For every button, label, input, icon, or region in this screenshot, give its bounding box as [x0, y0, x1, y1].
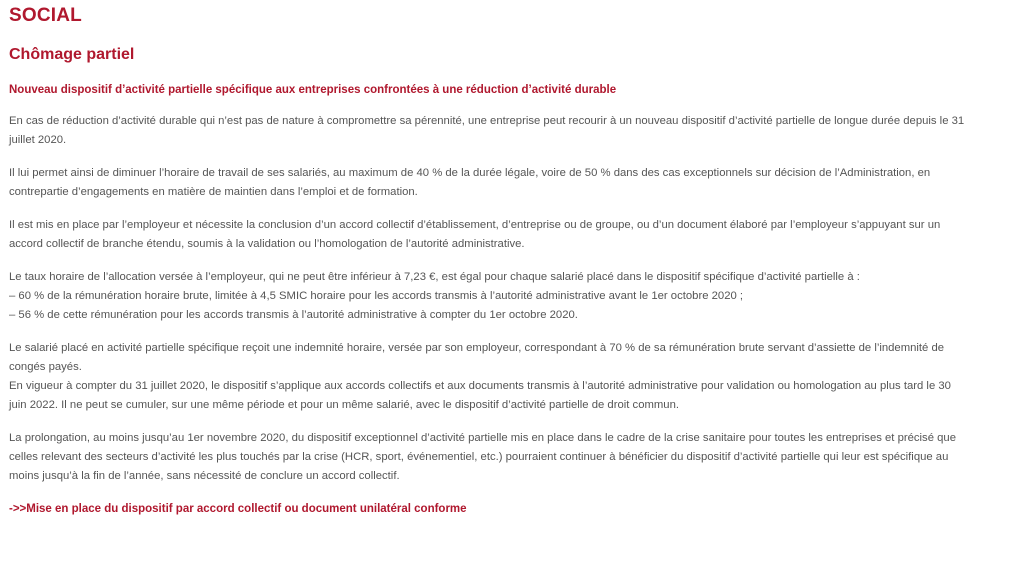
paragraph-line: congés payés.: [9, 361, 82, 373]
paragraph-line: Il lui permet ainsi de diminuer l’horaire de travail de ses salariés, au maximum de 40 % de la durée légale, voire de 50 % dans des cas exceptionnels sur décision de l’Administration, en: [9, 167, 931, 179]
paragraph-line: Le taux horaire de l’allocation versée à l’employeur, qui ne peut être inférieur à 7,23 €, est égal pour chaque salarié placé dans le dispositif spécifique d’activité partielle à :: [9, 271, 860, 283]
article-lead: Nouveau dispositif d’activité partielle spécifique aux entreprises confrontées à une réduction d’activité durable: [9, 84, 617, 96]
paragraph-line: moins jusqu’à la fin de l’année, sans nécessité de conclure un accord collectif.: [9, 470, 400, 482]
paragraph-line: Il est mis en place par l’employeur et nécessite la conclusion d’un accord collectif d’établissement, d’entreprise ou de groupe, ou d’un document élaboré par l’employeur s’appuyant sur un: [9, 219, 941, 231]
paragraph-6: [9, 429, 1011, 486]
paragraph-line: – 56 % de cette rémunération pour les accords transmis à l’autorité administrative à compter du 1er octobre 2020.: [9, 309, 578, 321]
paragraph-2: [9, 164, 1011, 202]
paragraph-line: accord collectif de branche étendu, soumis à la validation ou l’homologation de l’autorité administrative.: [9, 238, 525, 250]
article-body: [9, 112, 1014, 486]
paragraph-line: – 60 % de la rémunération horaire brute, limitée à 4,5 SMIC horaire pour les accords transmis à l’autorité administrative avant le 1er octobre 2020 ;: [9, 290, 744, 302]
paragraph-line: juin 2022. Il ne peut se cumuler, sur une même période et pour un même salarié, avec le dispositif d’activité partielle de droit commun.: [9, 399, 680, 411]
paragraph-line: juillet 2020.: [9, 134, 67, 146]
paragraph-line: En vigueur à compter du 31 juillet 2020, le dispositif s’applique aux accords collectifs et aux documents transmis à l’autorité administrative pour validation ou homologation au plus tard le 30: [9, 380, 951, 392]
article-subtitle: Chômage partiel: [9, 46, 135, 63]
paragraph-line: Le salarié placé en activité partielle spécifique reçoit une indemnité horaire, versée par son employeur, correspondant à 70 % de sa rémunération brute servant d’assiette de l’indemnité de: [9, 342, 945, 354]
section-title: SOCIAL: [9, 5, 82, 26]
paragraph-line: La prolongation, au moins jusqu’au 1er novembre 2020, du dispositif exceptionnel d’activité partielle mis en place dans le cadre de la crise sanitaire pour toutes les entreprises et précisé que: [9, 432, 956, 444]
paragraph-line: En cas de réduction d’activité durable qui n’est pas de nature à compromettre sa pérennité, une entreprise peut recourir à un nouveau dispositif d’activité partielle de longue durée depuis le 31: [9, 115, 965, 127]
paragraph-3: [9, 216, 1011, 254]
paragraph-5: [9, 339, 1011, 415]
paragraph-line: celles relevant des secteurs d’activité les plus touchés par la crise (HCR, sport, événementiel, etc.) pourraient continuer à bénéficier du dispositif d’activité partielle qui leur est spécifique au: [9, 451, 949, 463]
paragraph-line: contrepartie d’engagements en matière de maintien dans l’emploi et de formation.: [9, 186, 418, 198]
paragraph-1: [9, 112, 1011, 150]
paragraph-4: [9, 268, 1011, 325]
dispositif-link[interactable]: ->>Mise en place du dispositif par accord collectif ou document unilatéral conforme: [9, 503, 467, 515]
